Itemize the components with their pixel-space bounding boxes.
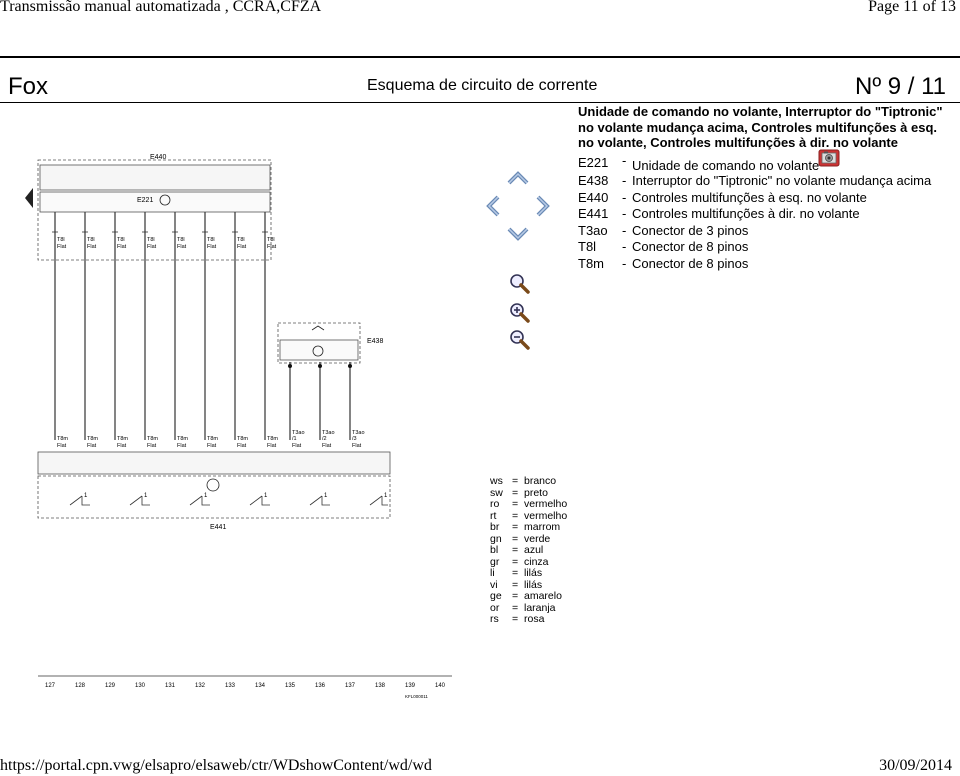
svg-text:Flat: Flat bbox=[267, 443, 277, 449]
svg-text:/2: /2 bbox=[322, 436, 327, 442]
circuit-schematic bbox=[0, 140, 480, 710]
arrow-right-icon[interactable] bbox=[535, 195, 551, 217]
arrow-up-icon[interactable] bbox=[507, 170, 529, 186]
legend-code: T8l bbox=[578, 239, 597, 254]
svg-text:128: 128 bbox=[75, 683, 86, 689]
ref-code: KFL000011 bbox=[405, 694, 428, 699]
e438-label: E438 bbox=[367, 338, 384, 345]
equals-sign: = bbox=[512, 475, 519, 487]
e221-box bbox=[40, 192, 270, 212]
equals-sign: = bbox=[512, 532, 519, 545]
footer-url: https://portal.cpn.vwg/elsapro/elsaweb/ctr/WDshowContent/wd/wd bbox=[0, 757, 432, 774]
equals-sign: = bbox=[512, 567, 519, 579]
description-line: no volante, Controles multifunções à dir. no volante bbox=[578, 135, 898, 150]
color-name: laranja bbox=[524, 601, 556, 614]
svg-text:T8m: T8m bbox=[117, 436, 128, 442]
svg-text:1: 1 bbox=[144, 493, 148, 499]
e441-switches bbox=[70, 496, 388, 505]
equals-sign: = bbox=[512, 544, 519, 556]
svg-text:T8l: T8l bbox=[87, 237, 95, 243]
svg-text:Flat: Flat bbox=[292, 443, 302, 449]
color-name: azul bbox=[524, 544, 544, 556]
legend-text: Controles multifunções à esq. no volante bbox=[632, 190, 867, 205]
svg-text:1: 1 bbox=[384, 493, 388, 499]
bottom-connector-labels bbox=[57, 430, 365, 449]
svg-text:Flat: Flat bbox=[147, 244, 157, 250]
model-name: Fox bbox=[8, 73, 49, 100]
svg-text:Flat: Flat bbox=[117, 443, 127, 449]
svg-text:T8l: T8l bbox=[207, 237, 215, 243]
equals-sign: = bbox=[512, 578, 519, 591]
color-name: verde bbox=[524, 532, 551, 545]
svg-text:133: 133 bbox=[225, 683, 236, 689]
svg-text:137: 137 bbox=[345, 683, 356, 689]
ruler-labels bbox=[45, 683, 446, 689]
e438-junctions bbox=[288, 364, 352, 368]
svg-text:Flat: Flat bbox=[177, 443, 187, 449]
color-name: lilás bbox=[524, 567, 543, 579]
legend-code: E221 bbox=[578, 155, 609, 170]
color-name: rosa bbox=[524, 613, 545, 625]
zoom-in-icon[interactable] bbox=[508, 301, 530, 323]
svg-text:132: 132 bbox=[195, 683, 206, 689]
equals-sign: = bbox=[512, 486, 519, 499]
zoom-out-icon[interactable] bbox=[508, 328, 530, 350]
color-name: cinza bbox=[524, 555, 549, 568]
svg-text:T8m: T8m bbox=[57, 436, 68, 442]
legend-text: Conector de 8 pinos bbox=[632, 256, 749, 271]
svg-text:T8l: T8l bbox=[237, 237, 245, 243]
equals-sign: = bbox=[512, 601, 519, 614]
svg-text:T8l: T8l bbox=[177, 237, 185, 243]
page-counter: Page 11 of 13 bbox=[868, 0, 956, 15]
svg-text:135: 135 bbox=[285, 683, 296, 689]
page-link-marker bbox=[25, 188, 33, 208]
svg-text:Flat: Flat bbox=[87, 443, 97, 449]
legend-text: Interruptor do "Tiptronic" no volante mudança acima bbox=[632, 173, 932, 188]
footer-date: 30/09/2014 bbox=[879, 757, 952, 774]
svg-text:139: 139 bbox=[405, 683, 416, 689]
svg-text:T8m: T8m bbox=[267, 436, 278, 442]
legend-dash: - bbox=[622, 223, 627, 238]
color-name-column bbox=[524, 476, 567, 626]
equals-sign: = bbox=[512, 613, 519, 625]
legend-dash: - bbox=[622, 256, 627, 271]
document-title: Transmissão manual automatizada , CCRA,CFZA bbox=[0, 0, 322, 15]
legend-code: E441 bbox=[578, 206, 609, 221]
legend-dash: - bbox=[622, 153, 627, 168]
description-title bbox=[578, 104, 943, 151]
color-code: bl bbox=[490, 544, 499, 556]
diagram-number: Nº 9 / 11 bbox=[855, 73, 947, 100]
svg-text:T8l: T8l bbox=[147, 237, 155, 243]
svg-text:129: 129 bbox=[105, 683, 116, 689]
svg-text:Flat: Flat bbox=[267, 244, 277, 250]
legend-text: Conector de 3 pinos bbox=[632, 223, 749, 238]
svg-text:1: 1 bbox=[204, 493, 208, 499]
svg-text:Flat: Flat bbox=[57, 443, 67, 449]
equals-sign: = bbox=[512, 590, 519, 602]
color-code: ro bbox=[490, 498, 500, 510]
svg-text:Flat: Flat bbox=[207, 443, 217, 449]
color-code: br bbox=[490, 521, 500, 533]
color-code: li bbox=[490, 567, 495, 579]
svg-text:T3ao: T3ao bbox=[322, 430, 335, 436]
equals-sign: = bbox=[512, 509, 519, 522]
e441-box bbox=[38, 476, 390, 518]
equals-sign: = bbox=[512, 498, 519, 510]
color-name: preto bbox=[524, 486, 548, 499]
description-line: no volante mudança acima, Controles multifunções à esq. bbox=[578, 119, 938, 135]
svg-text:T8m: T8m bbox=[177, 436, 188, 442]
equals-sign: = bbox=[512, 521, 519, 533]
legend-code: T3ao bbox=[578, 223, 608, 238]
e440-bar bbox=[40, 165, 270, 190]
svg-text:Flat: Flat bbox=[322, 443, 332, 449]
top-connector-labels bbox=[57, 237, 277, 250]
legend-text: Unidade de comando no volante bbox=[632, 158, 820, 173]
color-code: gr bbox=[490, 555, 500, 568]
e441-symbol bbox=[207, 479, 219, 491]
svg-text:Flat: Flat bbox=[87, 244, 97, 250]
svg-text:T8m: T8m bbox=[237, 436, 248, 442]
top-rule bbox=[0, 56, 960, 58]
svg-text:130: 130 bbox=[135, 683, 146, 689]
e441-switch-marks bbox=[84, 493, 388, 499]
color-name: marrom bbox=[524, 521, 561, 533]
description-line: Unidade de comando no volante, Interruptor do "Tiptronic" bbox=[578, 104, 943, 119]
svg-text:136: 136 bbox=[315, 683, 326, 689]
color-code: sw bbox=[490, 486, 503, 499]
legend-code: E440 bbox=[578, 190, 609, 205]
e438-inner bbox=[280, 340, 358, 360]
svg-text:Flat: Flat bbox=[237, 244, 247, 250]
equals-sign: = bbox=[512, 555, 519, 568]
svg-text:Flat: Flat bbox=[207, 244, 217, 250]
color-name: amarelo bbox=[524, 590, 562, 602]
color-code: ge bbox=[490, 590, 502, 602]
svg-text:Flat: Flat bbox=[177, 244, 187, 250]
svg-text:/1: /1 bbox=[292, 436, 297, 442]
color-name: branco bbox=[524, 475, 557, 487]
camera-icon[interactable] bbox=[818, 149, 840, 167]
color-code: gn bbox=[490, 532, 502, 545]
color-eq-column bbox=[512, 476, 524, 626]
header-rule bbox=[0, 102, 960, 103]
legend-dash: - bbox=[622, 206, 627, 221]
svg-text:1: 1 bbox=[324, 493, 328, 499]
legend-dash: - bbox=[622, 173, 627, 188]
svg-text:T3ao: T3ao bbox=[352, 430, 365, 436]
e438-switch bbox=[312, 326, 324, 330]
diagram-subtitle: Esquema de circuito de corrente bbox=[367, 77, 598, 94]
svg-text:134: 134 bbox=[255, 683, 266, 689]
arrow-left-icon[interactable] bbox=[485, 195, 501, 217]
color-name: vermelho bbox=[524, 509, 568, 522]
svg-text:Flat: Flat bbox=[352, 443, 362, 449]
e438-wire-group bbox=[290, 362, 350, 440]
legend-dash: - bbox=[622, 239, 627, 254]
e441-bar bbox=[38, 452, 390, 474]
color-code: ws bbox=[490, 475, 503, 487]
svg-text:T8m: T8m bbox=[147, 436, 158, 442]
svg-text:T8m: T8m bbox=[87, 436, 98, 442]
svg-text:127: 127 bbox=[45, 683, 56, 689]
color-name: vermelho bbox=[524, 498, 568, 510]
legend-code: T8m bbox=[578, 256, 604, 271]
svg-text:131: 131 bbox=[165, 683, 176, 689]
svg-text:T3ao: T3ao bbox=[292, 430, 305, 436]
color-code: rs bbox=[490, 613, 499, 625]
svg-text:138: 138 bbox=[375, 683, 386, 689]
legend-text: Conector de 8 pinos bbox=[632, 239, 749, 254]
color-name: lilás bbox=[524, 578, 543, 591]
legend-dash: - bbox=[622, 190, 627, 205]
e440-label: E440 bbox=[150, 154, 167, 161]
svg-text:T8l: T8l bbox=[57, 237, 65, 243]
legend-text: Controles multifunções à dir. no volante bbox=[632, 206, 860, 221]
svg-text:140: 140 bbox=[435, 683, 446, 689]
zoom-icon[interactable] bbox=[508, 272, 530, 294]
arrow-down-icon[interactable] bbox=[507, 226, 529, 242]
svg-text:1: 1 bbox=[84, 493, 88, 499]
legend-code: E438 bbox=[578, 173, 609, 188]
color-code: vi bbox=[490, 578, 498, 591]
color-code-list bbox=[490, 476, 567, 626]
color-code: or bbox=[490, 601, 500, 614]
color-code-column bbox=[490, 476, 512, 626]
e441-label: E441 bbox=[210, 524, 227, 531]
svg-text:T8l: T8l bbox=[267, 237, 275, 243]
svg-text:Flat: Flat bbox=[57, 244, 67, 250]
svg-text:/3: /3 bbox=[352, 436, 357, 442]
svg-text:Flat: Flat bbox=[117, 244, 127, 250]
e221-label: E221 bbox=[137, 197, 154, 204]
color-code: rt bbox=[490, 509, 497, 522]
svg-text:1: 1 bbox=[264, 493, 268, 499]
svg-text:T8m: T8m bbox=[207, 436, 218, 442]
svg-text:Flat: Flat bbox=[147, 443, 157, 449]
svg-text:T8l: T8l bbox=[117, 237, 125, 243]
svg-text:Flat: Flat bbox=[237, 443, 247, 449]
